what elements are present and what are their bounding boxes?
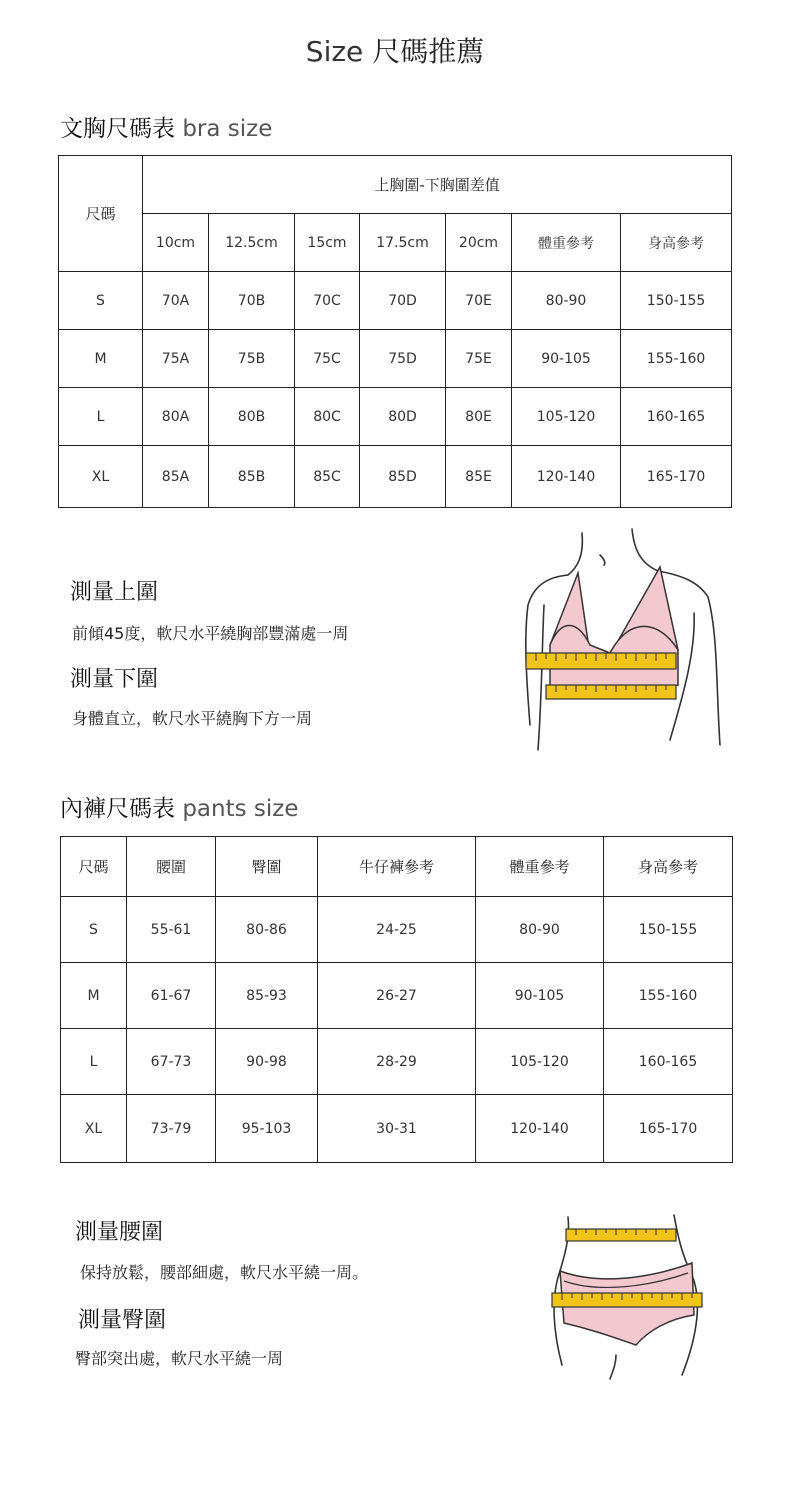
measure-under-title: 測量下圍 xyxy=(70,667,159,692)
table-cell: M xyxy=(59,330,143,388)
pants-header: 臀圍 xyxy=(216,837,318,897)
bra-heading-en: bra size xyxy=(182,116,273,142)
pants-header-row xyxy=(61,837,733,897)
measure-waist-title: 測量腰圍 xyxy=(75,1220,164,1245)
bra-size-table xyxy=(58,155,732,508)
table-cell: 80C xyxy=(295,388,360,446)
measure-hip-title: 測量臀圍 xyxy=(78,1308,167,1333)
table-cell: 155-160 xyxy=(604,963,733,1029)
bra-size-header: 尺碼 xyxy=(59,156,143,272)
table-row xyxy=(61,1095,733,1163)
page-title-zh: 尺碼推薦 xyxy=(372,35,485,68)
table-cell: 85B xyxy=(209,446,295,508)
pants-size-table xyxy=(60,836,733,1163)
table-row xyxy=(61,963,733,1029)
bra-subheader: 20cm xyxy=(446,214,512,272)
bra-heading-zh: 文胸尺碼表 xyxy=(60,116,175,142)
table-cell: 73-79 xyxy=(127,1095,216,1163)
bra-diff-header: 上胸圍-下胸圍差值 xyxy=(143,156,732,214)
table-cell: 75E xyxy=(446,330,512,388)
measure-upper-title: 測量上圍 xyxy=(70,580,159,605)
measure-upper-desc: 前傾45度，軟尺水平繞胸部豐滿處一周 xyxy=(72,624,349,643)
table-cell: 80-90 xyxy=(476,897,604,963)
pants-header: 腰圍 xyxy=(127,837,216,897)
bra-subheader: 體重參考 xyxy=(512,214,621,272)
table-row xyxy=(59,388,732,446)
table-cell: 155-160 xyxy=(621,330,732,388)
table-cell: 150-155 xyxy=(604,897,733,963)
table-cell: 85A xyxy=(143,446,209,508)
hips-illustration xyxy=(548,1215,708,1380)
table-cell: 105-120 xyxy=(476,1029,604,1095)
table-cell: 75B xyxy=(209,330,295,388)
table-cell: 80-90 xyxy=(512,272,621,330)
table-cell: 90-98 xyxy=(216,1029,318,1095)
table-cell: 70D xyxy=(360,272,446,330)
bra-subheader: 15cm xyxy=(295,214,360,272)
table-cell: L xyxy=(61,1029,127,1095)
table-cell: 70E xyxy=(446,272,512,330)
table-cell: 120-140 xyxy=(512,446,621,508)
table-cell: 75D xyxy=(360,330,446,388)
measure-under-desc: 身體直立，軟尺水平繞胸下方一周 xyxy=(72,709,313,728)
page-title-en: Size xyxy=(305,35,364,68)
measure-waist-desc: 保持放鬆，腰部細處，軟尺水平繞一周。 xyxy=(80,1263,369,1282)
table-cell: 90-105 xyxy=(512,330,621,388)
table-cell: 80-86 xyxy=(216,897,318,963)
pants-header: 尺碼 xyxy=(61,837,127,897)
table-cell: 61-67 xyxy=(127,963,216,1029)
table-cell: 55-61 xyxy=(127,897,216,963)
table-cell: 95-103 xyxy=(216,1095,318,1163)
bra-subheader: 10cm xyxy=(143,214,209,272)
bra-subheader: 身高參考 xyxy=(621,214,732,272)
table-cell: S xyxy=(59,272,143,330)
table-cell: 150-155 xyxy=(621,272,732,330)
bra-size-heading xyxy=(60,110,272,143)
table-cell: M xyxy=(61,963,127,1029)
table-row xyxy=(59,446,732,508)
table-cell: 30-31 xyxy=(318,1095,476,1163)
table-cell: L xyxy=(59,388,143,446)
pants-header: 牛仔褲參考 xyxy=(318,837,476,897)
bra-subheader: 12.5cm xyxy=(209,214,295,272)
pants-heading-en: pants size xyxy=(182,796,299,822)
page-title xyxy=(0,30,790,70)
table-cell: 85E xyxy=(446,446,512,508)
table-cell: 67-73 xyxy=(127,1029,216,1095)
table-cell: 75C xyxy=(295,330,360,388)
pants-header: 身高參考 xyxy=(604,837,733,897)
table-cell: 70B xyxy=(209,272,295,330)
pants-heading-zh: 內褲尺碼表 xyxy=(60,796,175,822)
table-cell: 165-170 xyxy=(604,1095,733,1163)
table-cell: 80B xyxy=(209,388,295,446)
table-cell: 80A xyxy=(143,388,209,446)
table-cell: 28-29 xyxy=(318,1029,476,1095)
table-cell: 26-27 xyxy=(318,963,476,1029)
table-cell: 80E xyxy=(446,388,512,446)
table-cell: 24-25 xyxy=(318,897,476,963)
table-cell: 85C xyxy=(295,446,360,508)
table-cell: XL xyxy=(61,1095,127,1163)
bra-subheader-row xyxy=(59,214,732,272)
pants-size-heading xyxy=(60,790,299,823)
table-cell: 165-170 xyxy=(621,446,732,508)
table-cell: 70A xyxy=(143,272,209,330)
table-cell: 85D xyxy=(360,446,446,508)
table-row xyxy=(59,330,732,388)
table-cell: S xyxy=(61,897,127,963)
measure-hip-desc: 臀部突出處，軟尺水平繞一周 xyxy=(75,1349,284,1368)
table-cell: 80D xyxy=(360,388,446,446)
table-row xyxy=(59,272,732,330)
table-cell: 160-165 xyxy=(621,388,732,446)
table-cell: 105-120 xyxy=(512,388,621,446)
bust-illustration xyxy=(520,525,730,755)
table-row xyxy=(61,1029,733,1095)
table-cell: 75A xyxy=(143,330,209,388)
bra-subheader: 17.5cm xyxy=(360,214,446,272)
table-cell: 90-105 xyxy=(476,963,604,1029)
pants-header: 體重參考 xyxy=(476,837,604,897)
table-cell: XL xyxy=(59,446,143,508)
table-cell: 160-165 xyxy=(604,1029,733,1095)
table-cell: 85-93 xyxy=(216,963,318,1029)
table-cell: 70C xyxy=(295,272,360,330)
table-row xyxy=(61,897,733,963)
table-cell: 120-140 xyxy=(476,1095,604,1163)
